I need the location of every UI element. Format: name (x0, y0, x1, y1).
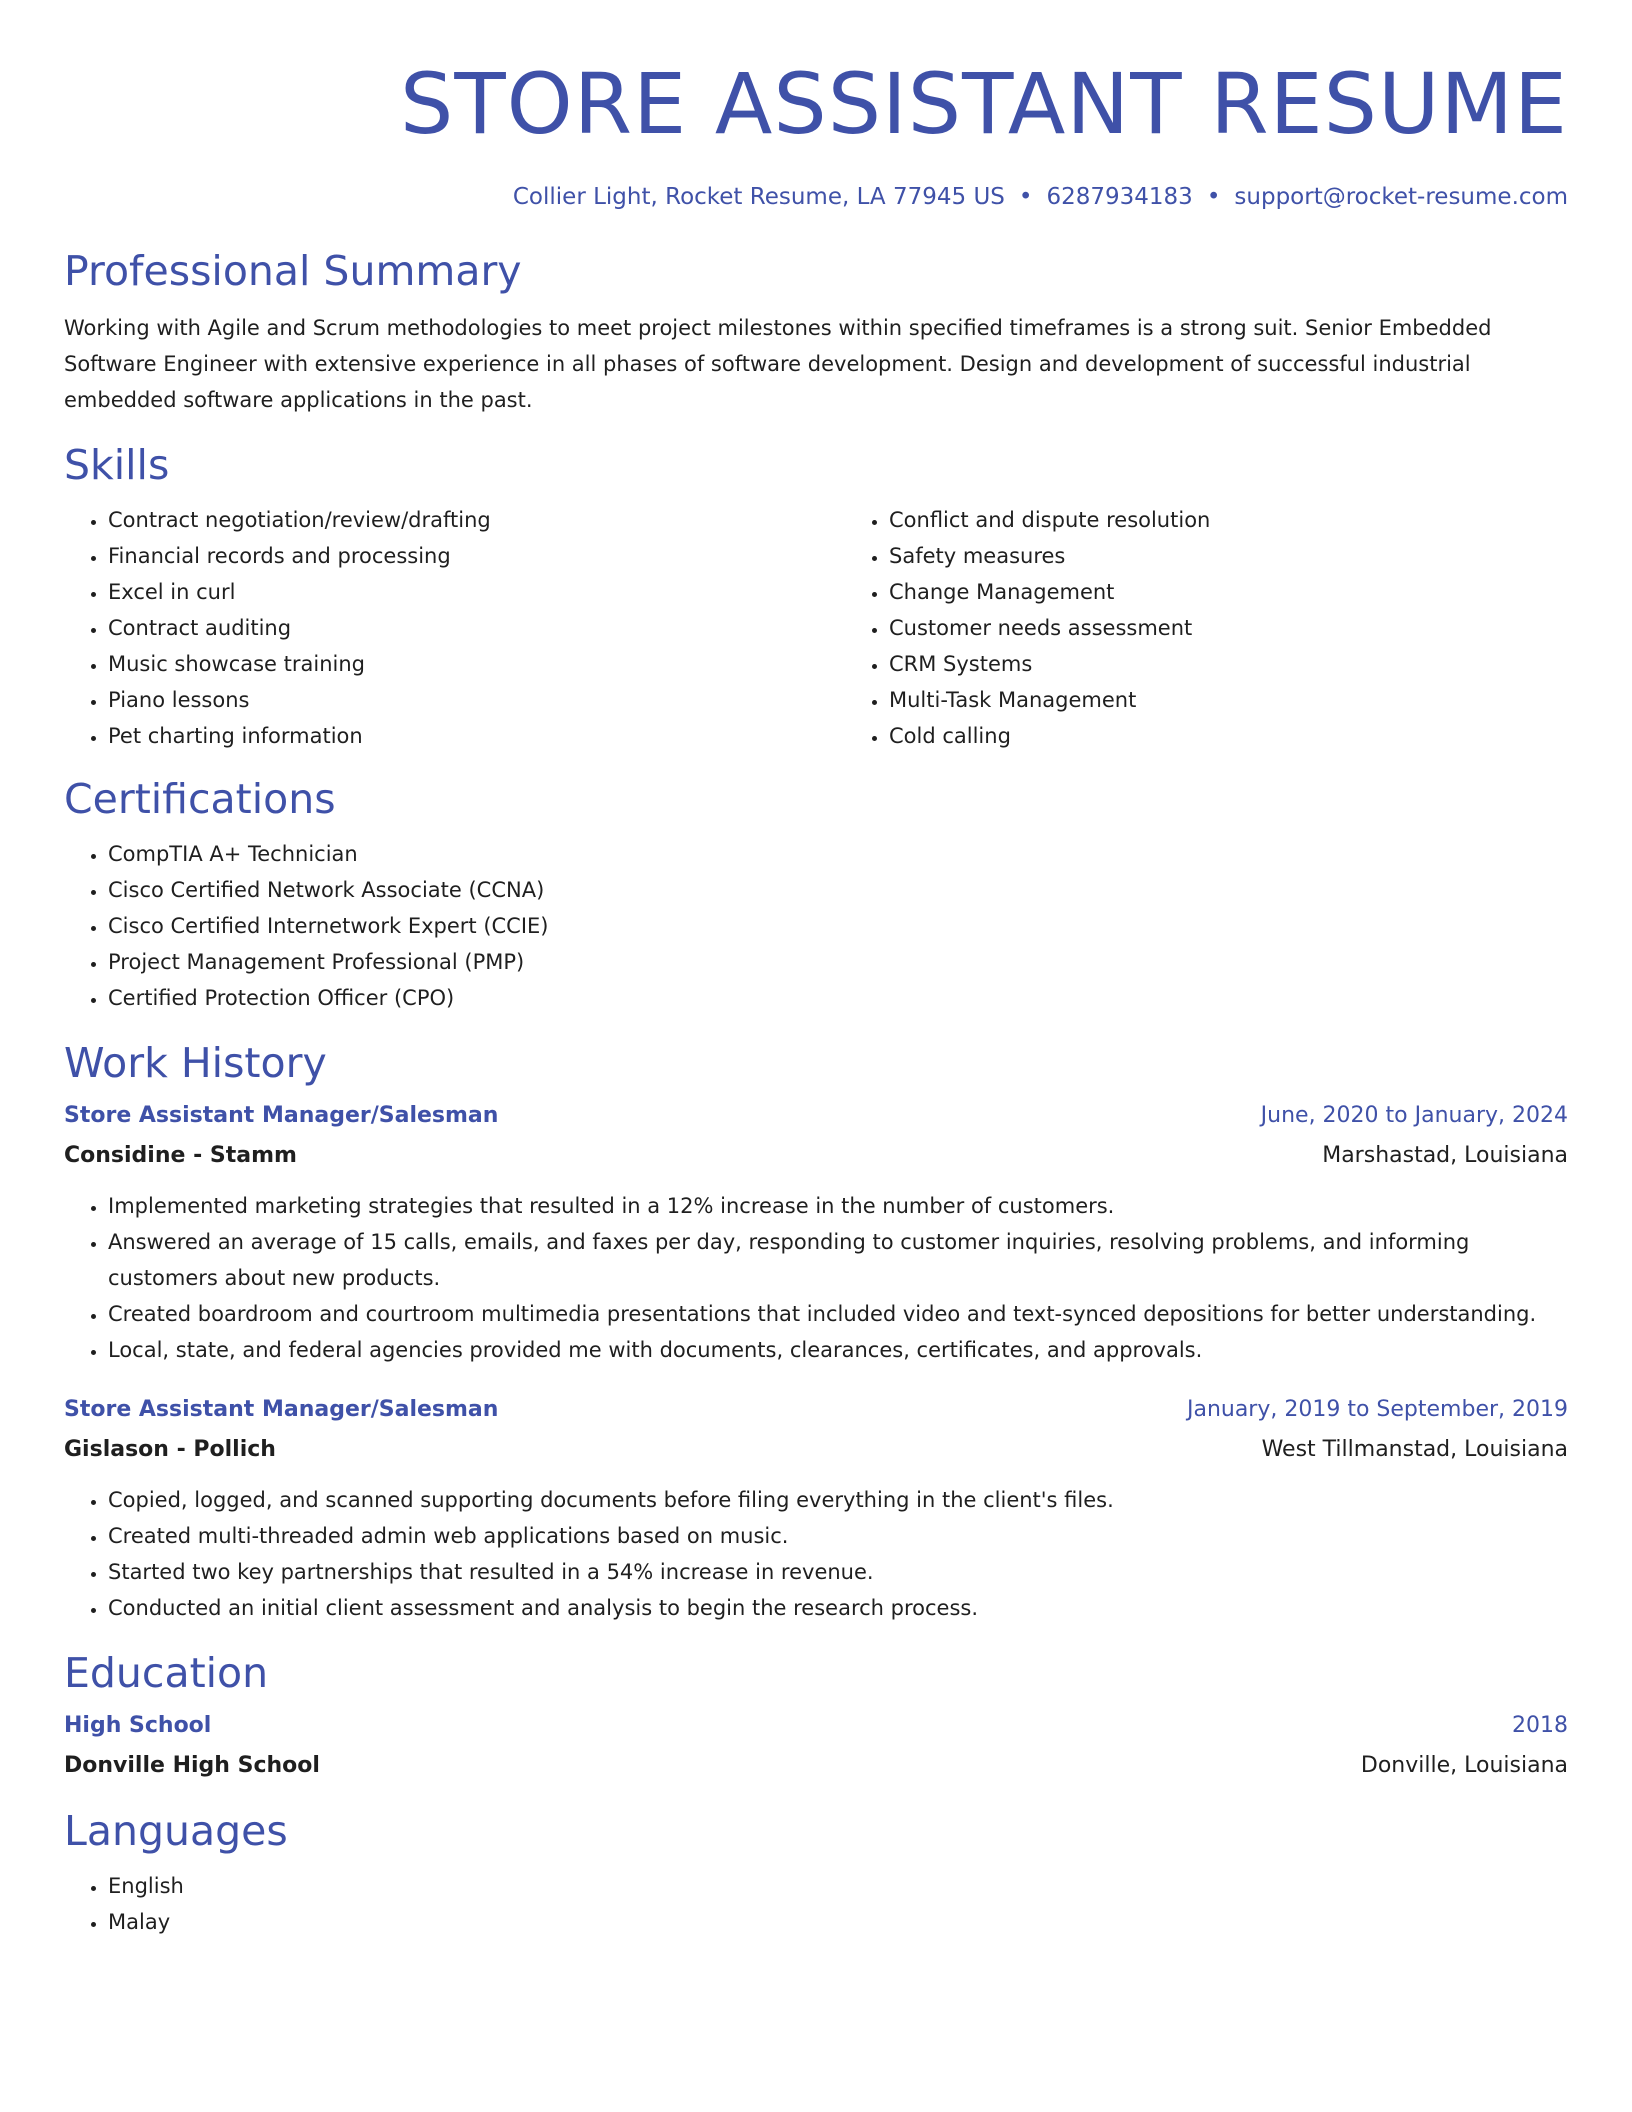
skill-item: • Contract auditing (108, 610, 845, 646)
contact-email[interactable]: support@rocket-resume.com (1234, 184, 1568, 210)
job-dates: June, 2020 to January, 2024 (1260, 1103, 1568, 1128)
job-location: West Tillmanstad, Louisiana (1261, 1437, 1568, 1462)
skill-item: • Cold calling (889, 718, 1210, 754)
skills-grid (64, 502, 1568, 754)
job-bullet: • Local, state, and federal agencies provided me with documents, clearances, certificates, and approvals. (108, 1332, 1568, 1368)
languages-list (64, 1868, 1568, 1940)
languages-heading: Languages (64, 1807, 288, 1855)
job-employer: Gislason - Pollich (64, 1437, 276, 1462)
job-bullet: • Conducted an initial client assessment and analysis to begin the research process. (108, 1590, 1568, 1626)
certification-item: • CompTIA A+ Technician (108, 836, 1568, 872)
contact-address: Collier Light, Rocket Resume, LA 77945 US (512, 184, 1005, 210)
contact-line (64, 182, 1568, 212)
job-employer: Considine - Stamm (64, 1143, 297, 1168)
education-year: 2018 (1512, 1713, 1568, 1738)
skill-item: • Change Management (889, 574, 1210, 610)
education-heading: Education (64, 1649, 269, 1697)
skills-heading: Skills (64, 441, 170, 489)
job-bullets (64, 1188, 1568, 1368)
skill-item: • Music showcase training (108, 646, 845, 682)
certification-item: • Cisco Certified Network Associate (CCNA) (108, 872, 1568, 908)
job-bullet: • Started two key partnerships that resulted in a 54% increase in revenue. (108, 1554, 1568, 1590)
certification-item: • Project Management Professional (PMP) (108, 944, 1568, 980)
education-header-row (64, 1706, 1568, 1746)
contact-phone: 6287934183 (1046, 184, 1193, 210)
education-location: Donville, Louisiana (1360, 1753, 1568, 1778)
job-dates: January, 2019 to September, 2019 (1186, 1397, 1568, 1422)
skill-item: • Financial records and processing (108, 538, 845, 574)
certifications-heading: Certifications (64, 775, 336, 823)
skill-item: • Pet charting information (108, 718, 845, 754)
skills-list-right (845, 502, 1210, 754)
job-bullet: • Created boardroom and courtroom multimedia presentations that included video and text-synced depositions for better understanding. (108, 1296, 1568, 1332)
language-item: • English (108, 1868, 1568, 1904)
job-bullet: • Copied, logged, and scanned supporting documents before filing everything in the client's files. (108, 1482, 1568, 1518)
job-header-row (64, 1390, 1568, 1430)
job-bullet: • Answered an average of 15 calls, emails, and faxes per day, responding to customer inquiries, resolving problems, and informing customers about new products. (108, 1224, 1568, 1296)
resume-title: STORE ASSISTANT RESUME (400, 55, 1568, 153)
job-employer-row (64, 1136, 1568, 1176)
job-entry (64, 1096, 1568, 1368)
language-item: • Malay (108, 1904, 1568, 1940)
job-title: Store Assistant Manager/Salesman (64, 1103, 499, 1128)
job-employer-row (64, 1430, 1568, 1470)
job-bullets (64, 1482, 1568, 1626)
skill-item: • Excel in curl (108, 574, 845, 610)
job-entry (64, 1390, 1568, 1626)
job-header-row (64, 1096, 1568, 1136)
job-title: Store Assistant Manager/Salesman (64, 1397, 499, 1422)
certification-item: • Cisco Certified Internetwork Expert (CCIE) (108, 908, 1568, 944)
education-school: Donville High School (64, 1753, 320, 1778)
summary-text: Working with Agile and Scrum methodologies to meet project milestones within specified timeframes is a strong suit. Senior Embedded Software Engineer with extensive experience in all phases of software development. Design and development of successful industrial embedded software applications in the past. (64, 316, 1492, 412)
education-school-row (64, 1746, 1568, 1786)
separator-dot: • (1206, 184, 1221, 210)
skill-item: • Customer needs assessment (889, 610, 1210, 646)
job-location: Marshastad, Louisiana (1322, 1143, 1568, 1168)
certifications-list (64, 836, 1568, 1016)
skill-item: • Conflict and dispute resolution (889, 502, 1210, 538)
separator-dot: • (1018, 184, 1033, 210)
skill-item: • CRM Systems (889, 646, 1210, 682)
skill-item: • Safety measures (889, 538, 1210, 574)
skill-item: • Piano lessons (108, 682, 845, 718)
skills-list-left (64, 502, 845, 754)
certification-item: • Certified Protection Officer (CPO) (108, 980, 1568, 1016)
skill-item: • Contract negotiation/review/drafting (108, 502, 845, 538)
education-degree: High School (64, 1713, 212, 1738)
skill-item: • Multi-Task Management (889, 682, 1210, 718)
work-heading: Work History (64, 1039, 327, 1087)
job-bullet: • Implemented marketing strategies that resulted in a 12% increase in the number of customers. (108, 1188, 1568, 1224)
education-entry (64, 1706, 1568, 1786)
job-bullet: • Created multi-threaded admin web applications based on music. (108, 1518, 1568, 1554)
summary-heading: Professional Summary (64, 247, 522, 295)
